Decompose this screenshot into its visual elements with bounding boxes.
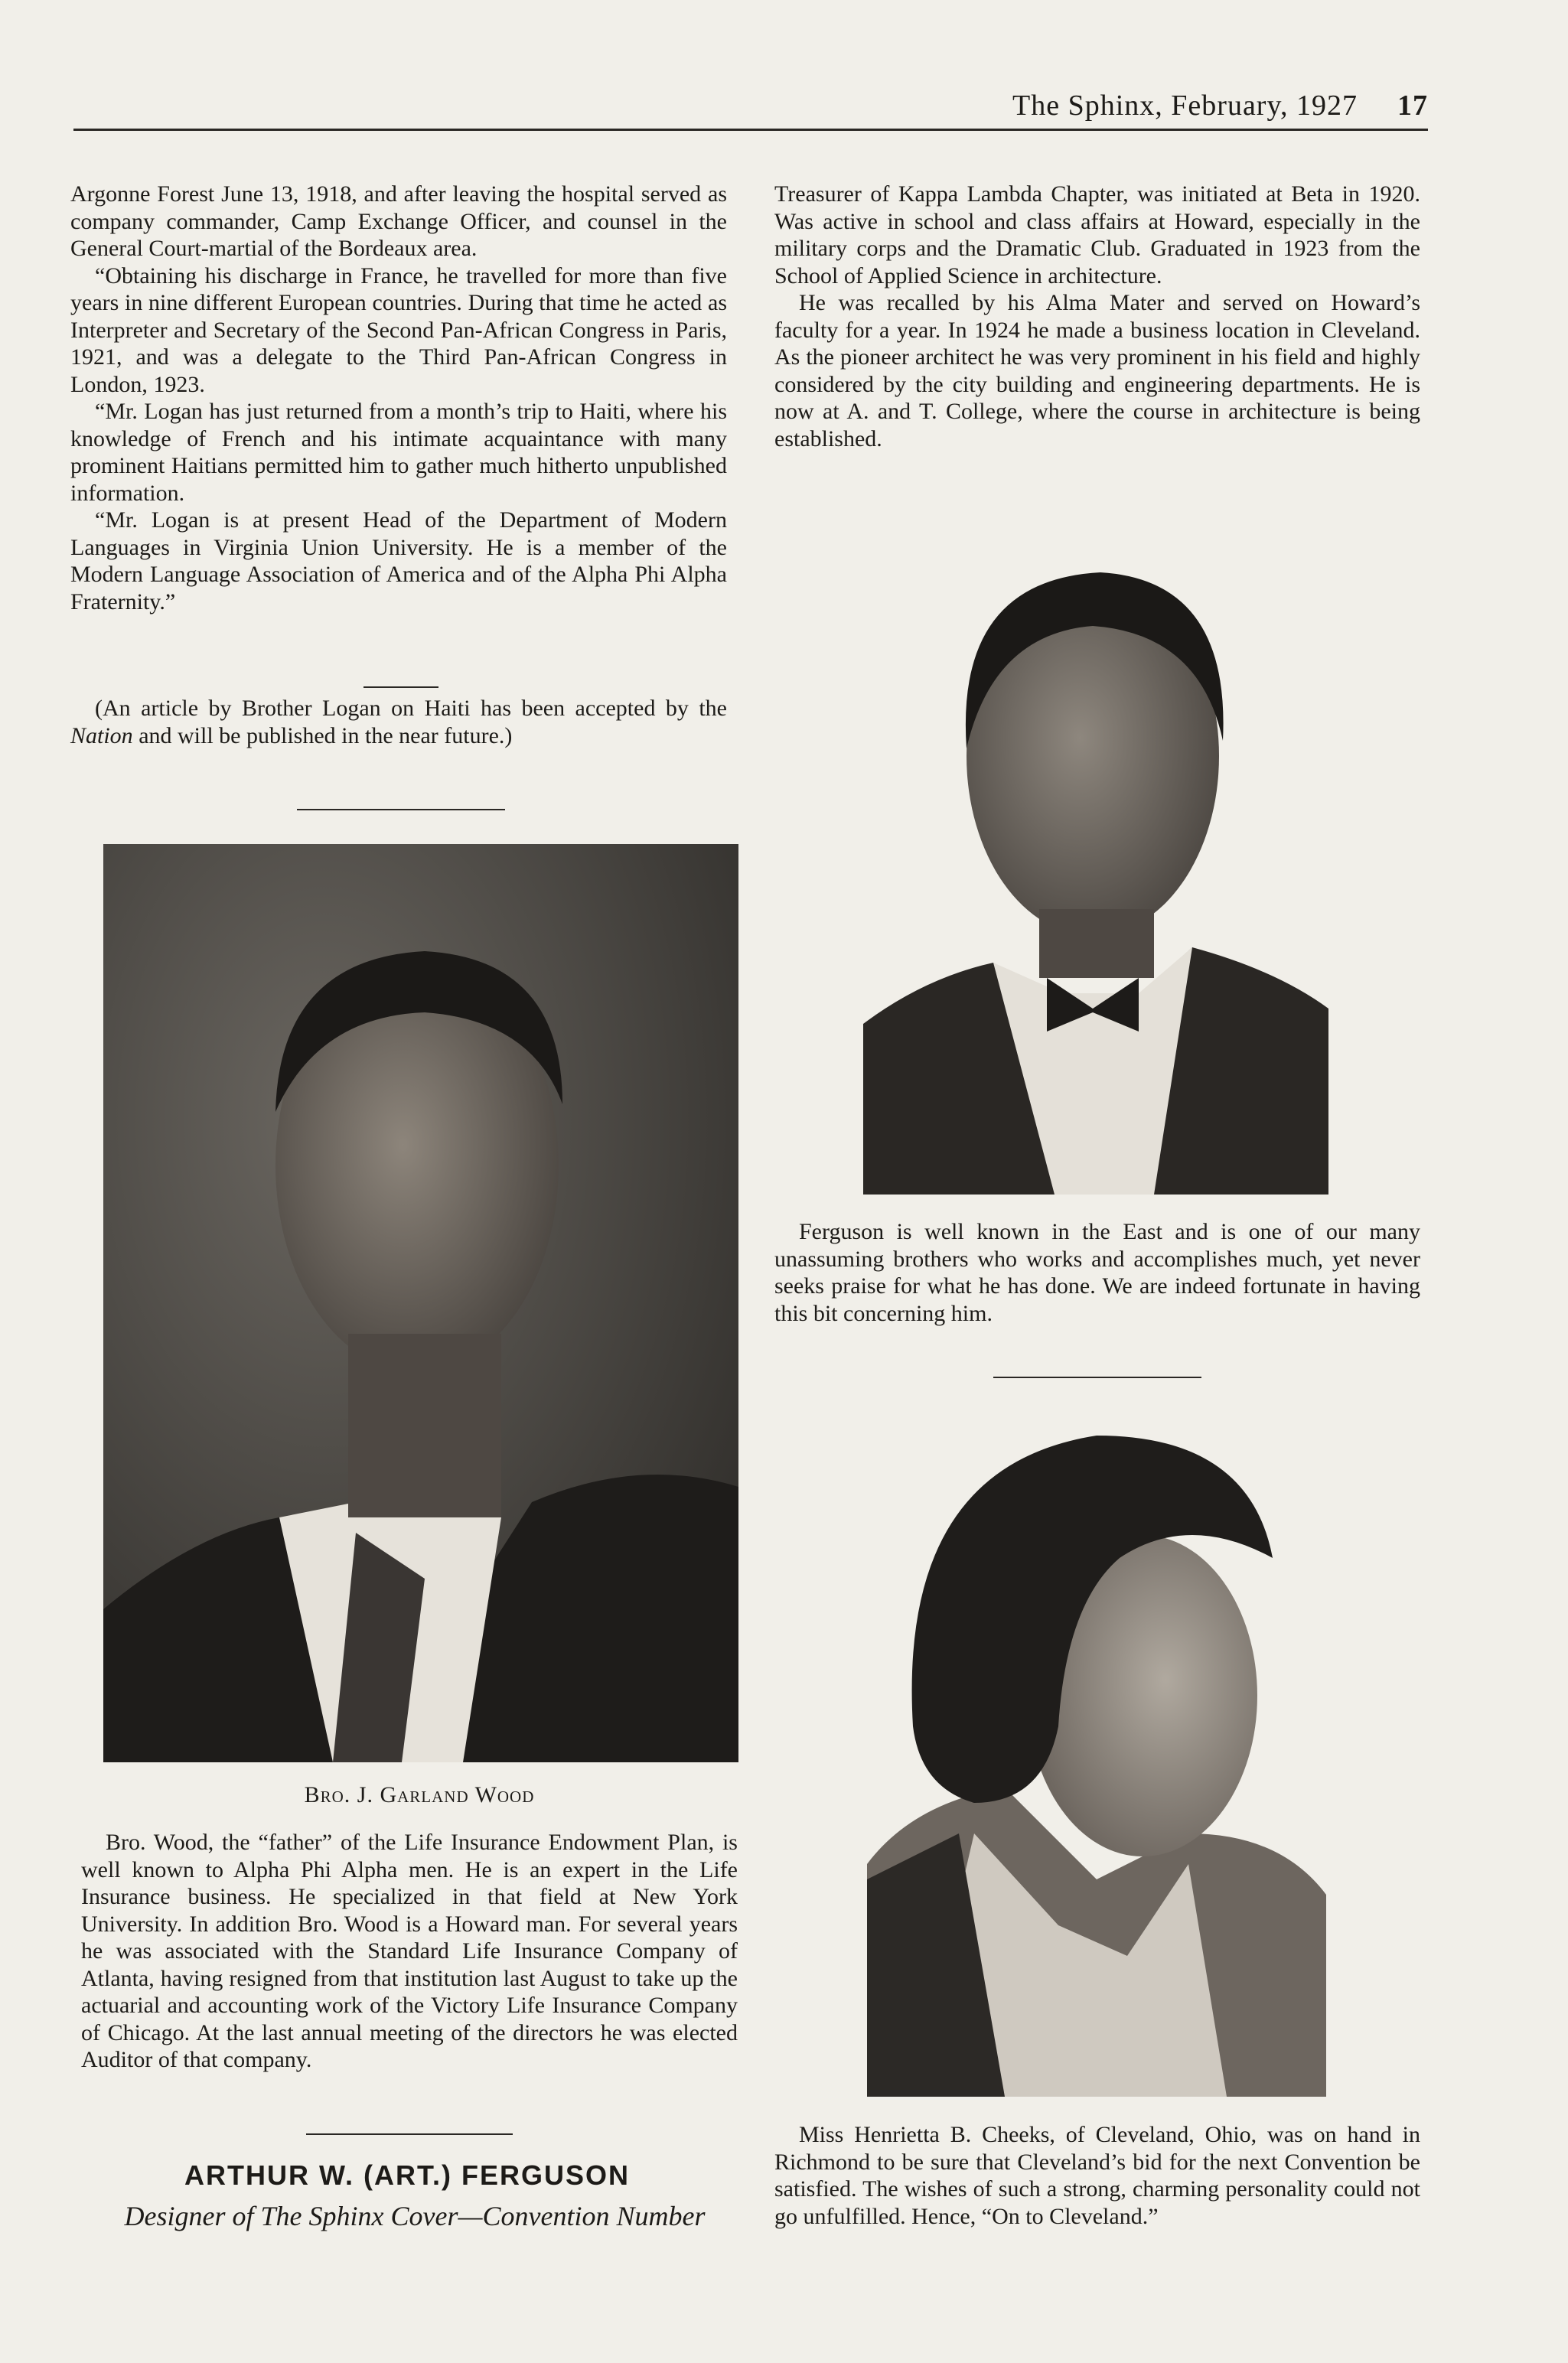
paragraph: “Mr. Logan is at present Head of the Department of Modern Languages in Virginia Union University. He is a member of the Modern Language Association of America and of the Alpha Phi Alpha Fraternity.” xyxy=(70,507,727,614)
photo-henrietta-cheeks xyxy=(867,1405,1326,2097)
paragraph: Bro. Wood, the “father” of the Life Insurance Endowment Plan, is well known to Alpha Phi Alpha men. He is an expert in the Life Insurance business. He specialized in that field at New York University. In addition Bro. Wood is a Howard man. For several years he was associated with the Standard Life Insurance Company of Atlanta, having resigned from that institution last August to take up the actuarial and accounting work of the Victory Life Insurance Company of Chicago. At the last annual meeting of the directors he was elected Auditor of that company. xyxy=(81,1830,738,2072)
paragraph: Ferguson is well known in the East and is one of our many unassuming brothers who works and accomplishes much, yet never seeks praise for what he has done. We are indeed fortunate in having this bit concerning him. xyxy=(774,1219,1420,1326)
paragraph: Miss Henrietta B. Cheeks, of Cleveland, Ohio, was on hand in Richmond to be sure that Cleveland’s bid for the next Convention be satisfied. The wishes of such a strong, charming personality could not go unfulfilled. Hence, “On to Cleveland.” xyxy=(774,2122,1420,2229)
divider xyxy=(297,809,505,810)
paragraph: He was recalled by his Alma Mater and served on Howard’s faculty for a year. In 1924 he made a business location in Cleveland. As the pioneer architect he was very prominent in his field and highly considered by the city building and engineering departments. He is now at A. and T. College, where the course in architecture is being established. xyxy=(774,290,1420,451)
divider xyxy=(306,2133,513,2135)
page-number: 17 xyxy=(1397,90,1428,122)
divider xyxy=(993,1377,1201,1378)
photo-arthur-ferguson xyxy=(863,549,1328,1195)
logan-note: (An article by Brother Logan on Haiti has been accepted by the Nation and will be published in the near future.) xyxy=(70,696,727,748)
wood-caption-block xyxy=(70,1781,744,1809)
left-column-top-text xyxy=(70,181,727,615)
paragraph: “Mr. Logan has just returned from a month’s trip to Haiti, where his knowledge of French and his intimate acquaintance with many prominent Haitians permitted him to gather much hitherto unpublished information. xyxy=(70,399,727,506)
photo-caption: Bro. J. Garland Wood xyxy=(304,1782,535,1807)
photo-j-garland-wood xyxy=(103,844,738,1762)
ferguson-paragraph-block xyxy=(774,1218,1420,1327)
right-column-top-text xyxy=(774,181,1420,452)
section-subheading: Designer of The Sphinx Cover—Convention Number xyxy=(124,2201,706,2231)
publication-title: The Sphinx, February, 1927 xyxy=(1012,90,1358,122)
cheeks-paragraph-block xyxy=(774,2121,1420,2230)
section-heading: ARTHUR W. (ART.) FERGUSON xyxy=(184,2159,630,2191)
wood-paragraph-block xyxy=(81,1829,738,2074)
header-rule xyxy=(73,129,1428,131)
running-header xyxy=(73,89,1428,132)
paragraph: Argonne Forest June 13, 1918, and after leaving the hospital served as company commander, Camp Exchange Officer, and counsel in the General Court-martial of the Bordeaux area. xyxy=(70,181,727,261)
paragraph: Treasurer of Kappa Lambda Chapter, was initiated at Beta in 1920. Was active in school and class affairs at Howard, especially in the military corps and the Dramatic Club. Graduated in 1923 from the School of Applied Science in architecture. xyxy=(774,181,1420,288)
divider xyxy=(363,686,438,688)
paragraph: “Obtaining his discharge in France, he travelled for more than five years in nine different European countries. During that time he acted as Interpreter and Secretary of the Second Pan-African Congress in Paris, 1921, and was a delegate to the Third Pan-African Congress in London, 1923. xyxy=(70,262,727,397)
